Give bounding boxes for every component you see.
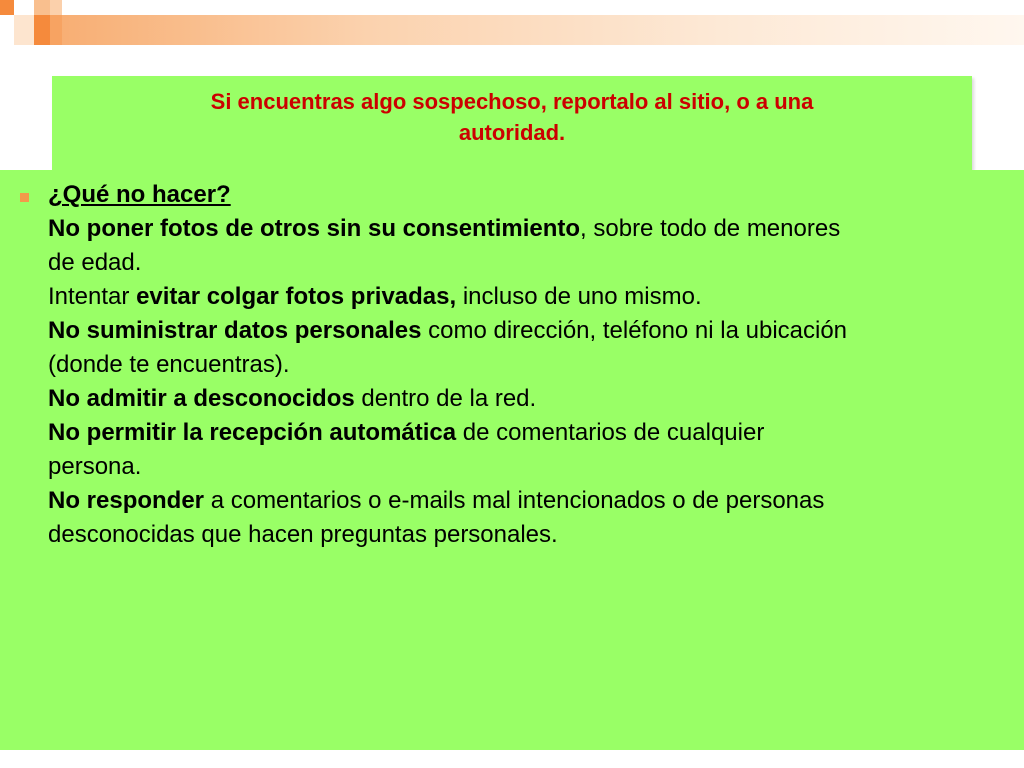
list-item xyxy=(48,518,1008,552)
slide-title-line-2: autoridad. xyxy=(458,120,566,145)
slide-title-line-1: Si encuentras algo sospechoso, reportalo al sitio, o a una xyxy=(210,89,814,114)
list-item xyxy=(48,246,1008,280)
item-bold: No permitir la recepción automática xyxy=(48,419,457,446)
decoration-square xyxy=(0,0,14,15)
content-text xyxy=(48,178,1008,552)
decoration-square xyxy=(14,15,34,45)
item-bold: No admitir a desconocidos xyxy=(48,385,355,412)
list-item xyxy=(48,416,1008,450)
item-bold: evitar colgar fotos privadas, xyxy=(136,283,457,310)
list-item xyxy=(48,280,1008,314)
list-item xyxy=(48,348,1008,382)
slide-title xyxy=(52,86,972,148)
item-bold: No responder xyxy=(48,487,205,514)
item-text: desconocidas que hacen preguntas personales. xyxy=(48,521,558,548)
list-item xyxy=(48,382,1008,416)
list-item xyxy=(48,314,1008,348)
item-text: como dirección, teléfono ni la ubicación xyxy=(421,317,848,344)
item-text: dentro de la red. xyxy=(354,385,537,412)
list-item xyxy=(48,450,1008,484)
list-item xyxy=(48,484,1008,518)
item-text-pre: Intentar xyxy=(48,283,137,310)
item-text: (donde te encuentras). xyxy=(48,351,290,378)
item-text: , sobre todo de menores xyxy=(580,215,841,242)
content-box xyxy=(0,170,1024,750)
item-text: de edad. xyxy=(48,249,142,276)
item-text: de comentarios de cualquier xyxy=(456,419,765,446)
bullet-square-icon xyxy=(20,193,29,202)
decoration-square xyxy=(34,0,50,15)
list-item xyxy=(48,212,1008,246)
decoration-square xyxy=(50,0,62,15)
item-text: persona. xyxy=(48,453,142,480)
item-text: incluso de uno mismo. xyxy=(456,283,702,310)
item-bold: No poner fotos de otros sin su consentimiento xyxy=(48,215,581,242)
header-decoration-bar xyxy=(14,15,1024,45)
item-bold: No suministrar datos personales xyxy=(48,317,422,344)
decoration-square xyxy=(50,15,62,45)
section-heading: ¿Qué no hacer? xyxy=(48,181,231,208)
item-text: a comentarios o e-mails mal intencionados o de personas xyxy=(204,487,825,514)
decoration-square xyxy=(34,15,50,45)
title-box xyxy=(52,76,972,170)
